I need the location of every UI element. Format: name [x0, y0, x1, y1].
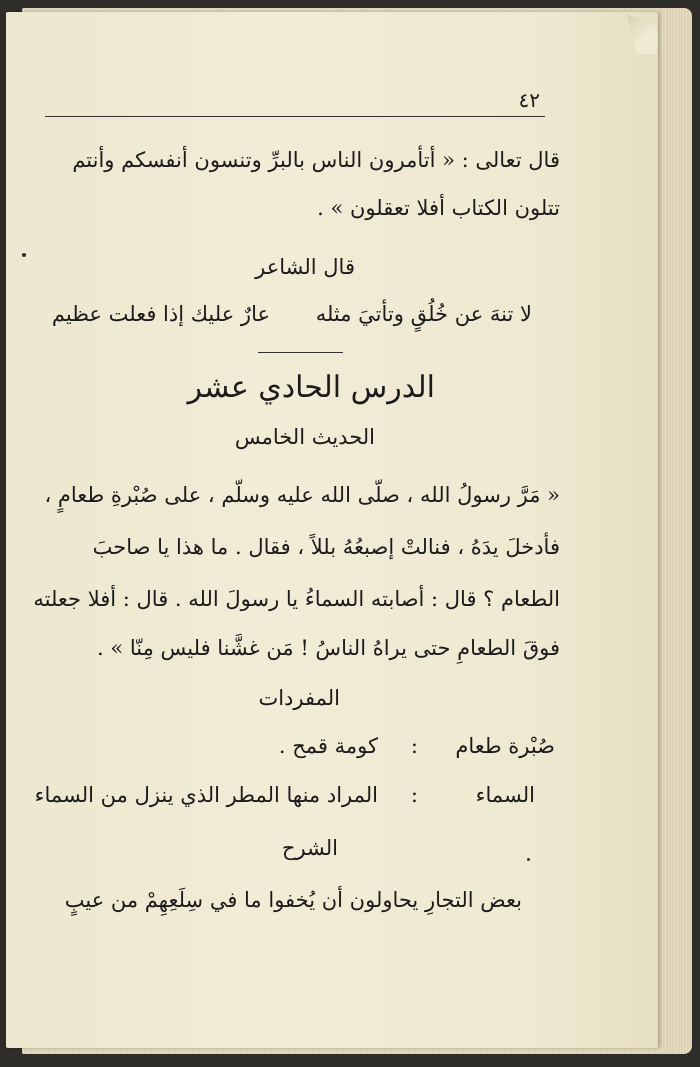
vocab-sep-2: : — [410, 783, 418, 807]
lesson-title: الدرس الحادي عشر — [187, 370, 435, 405]
hadith-line-1: « مَرَّ رسولُ الله ، صلّى الله عليه وسلّم ، على صُبْرةِ طعامٍ ، — [44, 483, 560, 507]
lesson-subtitle: الحديث الخامس — [234, 425, 375, 449]
poet-label: قال الشاعر — [255, 255, 355, 279]
explanation-line-1: بعض التجارِ يحاولون أن يُخفوا ما في سِلَعِهِمْ من عيبٍ — [64, 888, 522, 912]
explanation-heading: الشرح — [281, 836, 338, 860]
poem-hemistich-2: عارٌ عليك إذا فعلت عظيم — [51, 302, 270, 326]
hadith-line-4: فوقَ الطعامِ حتى يراهُ الناسُ ! مَن غشَّنا فليس مِنّا » . — [96, 636, 560, 660]
poem-hemistich-1: لا تنهَ عن خُلُقٍ وتأتيَ مثله — [315, 302, 532, 326]
vocab-meaning-2: المراد منها المطر الذي ينزل من السماء — [34, 783, 378, 807]
vocab-term-2: السماء — [475, 783, 535, 807]
verse-line-2: تتلون الكتاب أفلا تعقلون » . — [317, 196, 560, 220]
vocab-sep-1: : — [410, 734, 418, 758]
section-divider — [258, 352, 343, 353]
page-number: ٤٢ — [518, 88, 540, 112]
vocab-term-1: صُبْرة طعام — [455, 734, 555, 758]
hadith-line-3: الطعام ؟ قال : أصابته السماءُ يا رسولَ الله . قال : أفلا جعلته — [33, 587, 560, 611]
hadith-line-2: فأدخلَ يدَهُ ، فنالتْ إصبعُهُ بللاً ، فقال . ما هذا يا صاحبَ — [92, 535, 560, 559]
margin-mark — [527, 858, 530, 861]
header-rule — [45, 116, 545, 117]
verse-line-1: قال تعالى : « أتأمرون الناس بالبرِّ وتنسون أنفسكم وأنتم — [72, 148, 560, 172]
margin-mark — [22, 253, 26, 257]
vocabulary-heading: المفردات — [258, 686, 340, 710]
vocab-meaning-1: كومة قمح . — [278, 734, 378, 758]
